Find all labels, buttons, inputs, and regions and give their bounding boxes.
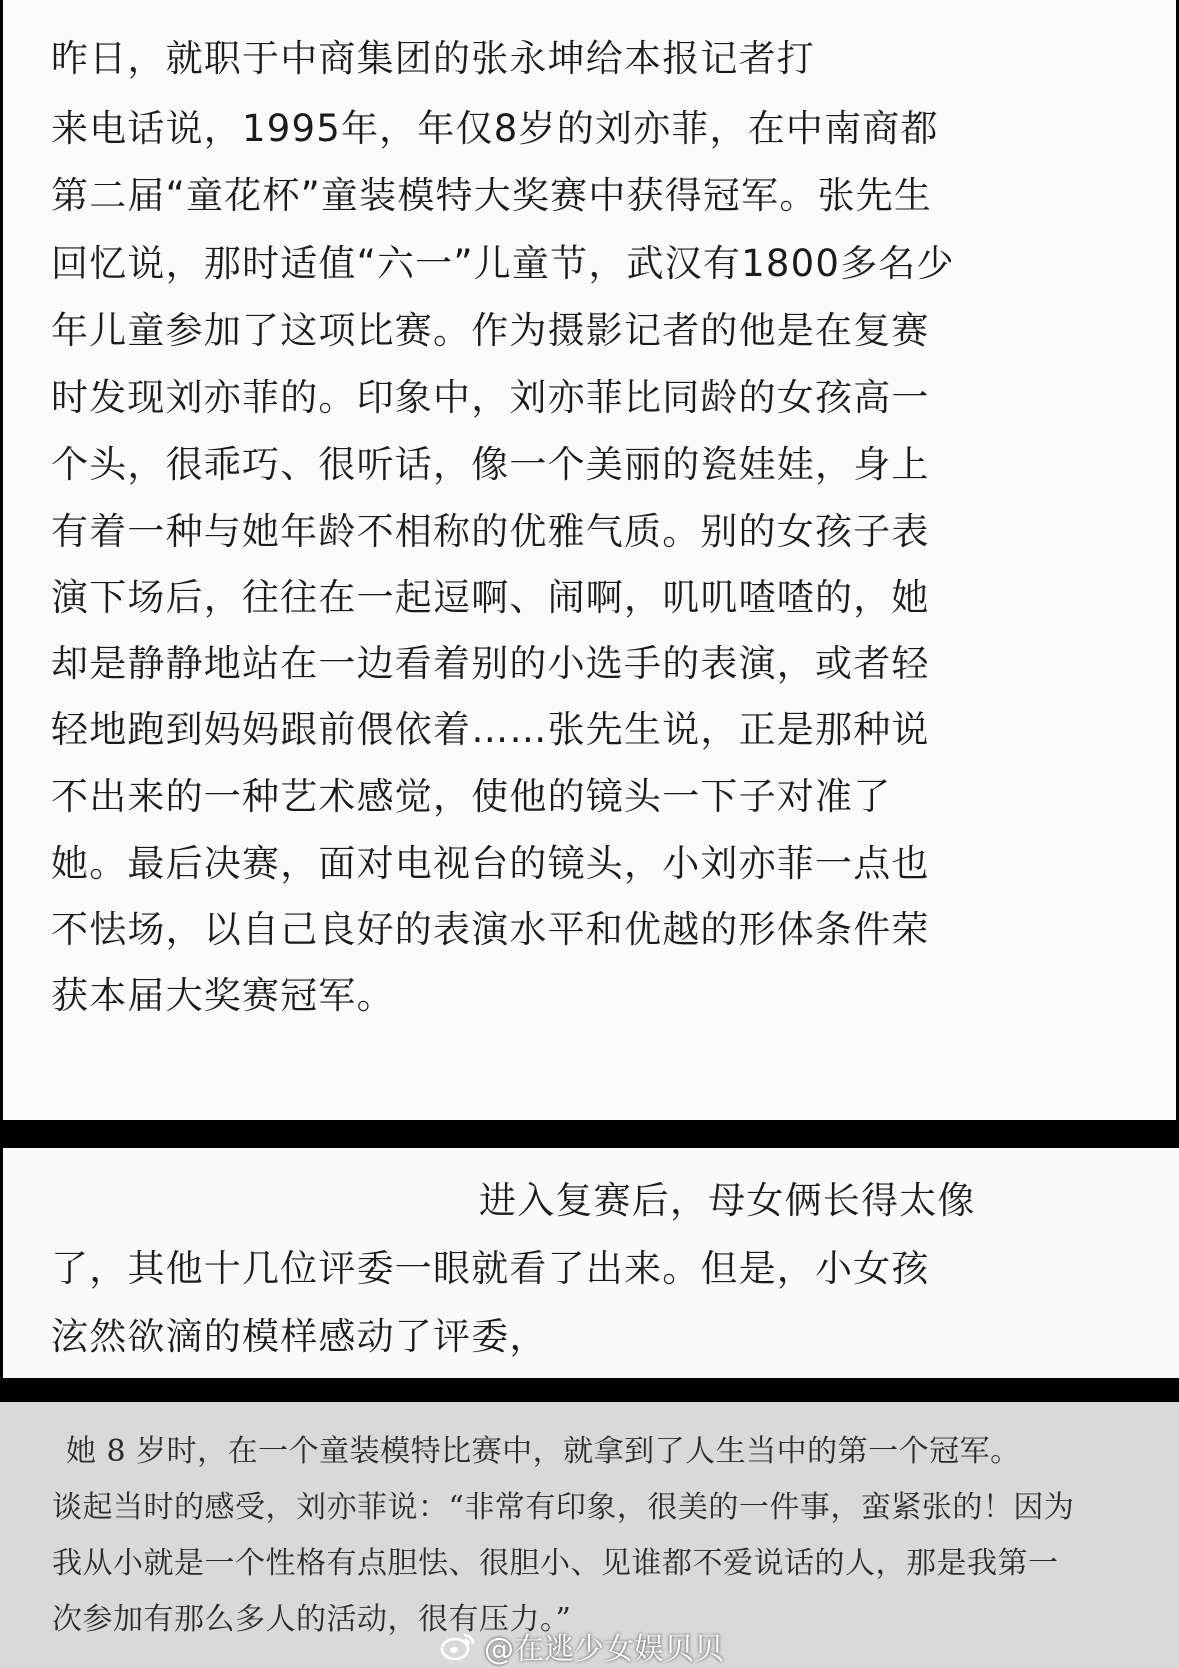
article-line: 来电话说，1995年，年仅8岁的刘亦菲，在中南商都 xyxy=(51,107,939,150)
article-line: 昨日，就职于中商集团的张永坤给本报记者打 xyxy=(51,37,815,80)
article-line: 第二届“童花杯”童装模特大奖赛中获得冠军。张先生 xyxy=(51,174,933,217)
article-line: 有着一种与她年龄不相称的优雅气质。别的女孩子表 xyxy=(51,510,930,553)
article-line: 轻地跑到妈妈跟前偎依着……张先生说，正是那种说 xyxy=(51,708,930,751)
excerpt-line: 进入复赛后，母女俩长得太像 xyxy=(479,1179,976,1222)
article-line: 不出来的一种艺术感觉，使他的镜头一下子对准了 xyxy=(51,775,892,818)
article-line: 演下场后，往往在一起逗啊、闹啊，叽叽喳喳的，她 xyxy=(51,576,930,619)
clipping-line: 谈起当时的感受，刘亦菲说：“非常有印象，很美的一件事，蛮紧张的！因为 xyxy=(52,1490,1075,1525)
watermark-text: @在逃少女娱贝贝 xyxy=(484,1632,724,1667)
excerpt-panel xyxy=(0,1148,1179,1378)
article-line: 获本届大奖赛冠军。 xyxy=(51,974,395,1017)
article-line: 个头，很乖巧、很听话，像一个美丽的瓷娃娃，身上 xyxy=(51,443,930,486)
clipping-line: 她 8 岁时，在一个童装模特比赛中，就拿到了人生当中的第一个冠军。 xyxy=(66,1434,1021,1469)
article-line: 却是静静地站在一边看着别的小选手的表演，或者轻 xyxy=(51,642,930,685)
excerpt-line: 了，其他十几位评委一眼就看了出来。但是，小女孩 xyxy=(51,1247,930,1290)
weibo-logo-icon xyxy=(440,1631,476,1661)
watermark xyxy=(440,1628,724,1667)
clipping-line: 次参加有那么多人的活动，很有压力。” xyxy=(52,1602,572,1637)
article-line: 时发现刘亦菲的。印象中，刘亦菲比同龄的女孩高一 xyxy=(51,376,930,419)
clipping-line: 我从小就是一个性格有点胆怯、很胆小、见谁都不爱说话的人，那是我第一 xyxy=(52,1546,1059,1581)
article-line: 她。最后决赛，面对电视台的镜头，小刘亦菲一点也 xyxy=(51,842,930,885)
article-line: 不怯场，以自己良好的表演水平和优越的形体条件荣 xyxy=(51,908,930,951)
excerpt-line: 泫然欲滴的模样感动了评委， xyxy=(51,1315,548,1358)
article-line: 年儿童参加了这项比赛。作为摄影记者的他是在复赛 xyxy=(51,309,930,352)
article-line: 回忆说，那时适值“六一”儿童节，武汉有1800多名少 xyxy=(51,242,955,285)
